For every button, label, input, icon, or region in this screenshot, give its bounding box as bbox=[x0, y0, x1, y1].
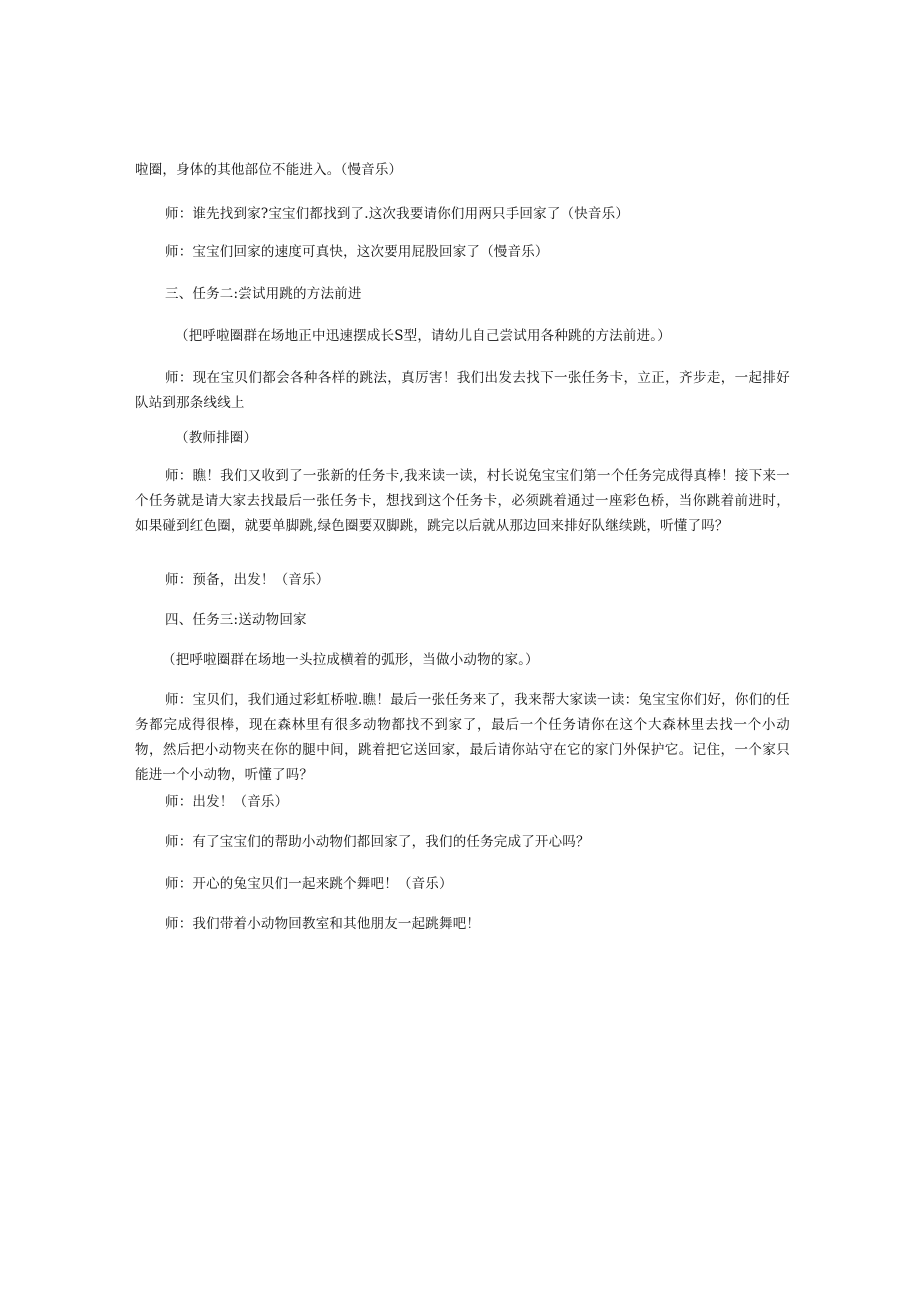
paragraph-stage-direction: （把呼啦圈群在场地正中迅速摆成长S型，请幼儿自己尝试用各种跳的方法前进。） bbox=[175, 328, 671, 344]
paragraph-teacher-line: 师：预备，出发！（音乐） bbox=[165, 572, 330, 588]
paragraph-teacher-line: 师：宝贝们，我们通过彩虹桥啦.瞧！最后一张任务来了，我来帮大家读一读：兔宝宝你们好，你们的任务都完成得很棒，现在森林里有很多动物都找不到家了，最后一个任务请你在这个大森林里去找一个小动物，然后把小动物夹在你的腿中间，跳着把它送回家，最后请你站守在它的家门外保护它。记住，一个家只能进一个小动物，听懂了吗？ bbox=[135, 692, 790, 783]
paragraph-teacher-line: 师：开心的兔宝贝们一起来跳个舞吧！（音乐） bbox=[165, 876, 453, 892]
paragraph-continuation: 啦圈，身体的其他部位不能进入。（慢音乐） bbox=[135, 162, 403, 178]
section-heading: 三、任务二:尝试用跳的方法前进 bbox=[165, 286, 362, 302]
paragraph-stage-direction: （教师排圈） bbox=[175, 430, 258, 446]
paragraph-teacher-line: 师：宝宝们回家的速度可真快，这次要用屁股回家了（慢音乐） bbox=[165, 244, 549, 260]
paragraph-teacher-line: 师：现在宝贝们都会各种各样的跳法，真厉害！我们出发去找下一张任务卡，立正，齐步走，一起排好队站到那条线线上 bbox=[135, 370, 790, 411]
paragraph-stage-direction: （把呼啦圈群在场地一头拉成横着的弧形，当做小动物的家。） bbox=[162, 652, 539, 668]
paragraph-teacher-line: 师：有了宝宝们的帮助小动物们都回家了，我们的任务完成了开心吗？ bbox=[165, 834, 590, 850]
paragraph-teacher-line: 师：谁先找到家?宝宝们都找到了.这次我要请你们用两只手回家了（快音乐） bbox=[165, 206, 630, 222]
paragraph-teacher-line: 师：瞧！我们又收到了一张新的任务卡,我来读一读，村长说兔宝宝们第一个任务完成得真棒！接下来一个任务就是请大家去找最后一张任务卡，想找到这个任务卡，必须跳着通过一座彩色桥，当你跳着前进时，如果碰到红色圈，就要单脚跳,绿色圈要双脚跳，跳完以后就从那边回来排好队继续跳，听懂了吗？ bbox=[135, 468, 790, 534]
section-heading: 四、任务三:送动物回家 bbox=[165, 612, 307, 628]
paragraph-teacher-line: 师：出发！（音乐） bbox=[165, 794, 289, 810]
paragraph-teacher-line: 师：我们带着小动物回教室和其他朋友一起跳舞吧！ bbox=[165, 916, 481, 932]
